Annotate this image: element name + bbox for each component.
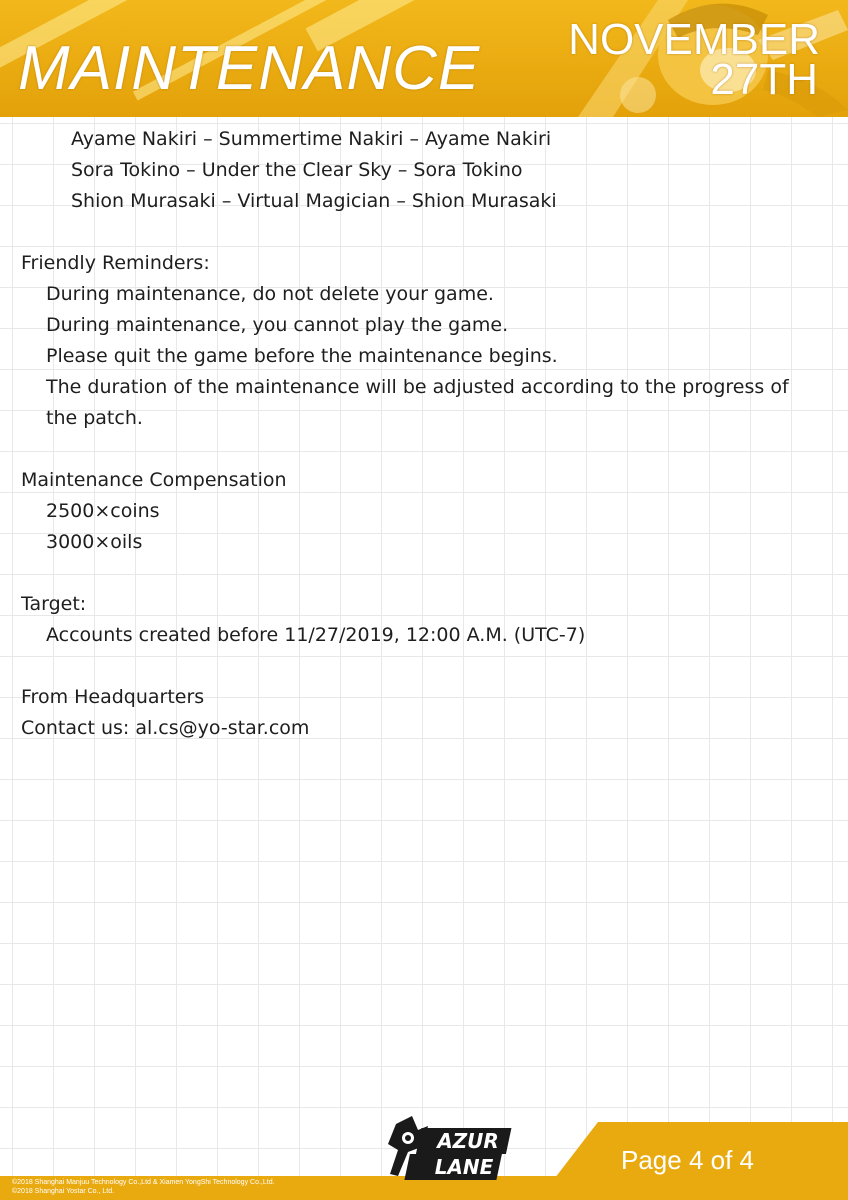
target-text: Accounts created before 11/27/2019, 12:00 A.M. (UTC-7)	[46, 624, 586, 646]
notice-body	[0, 124, 848, 744]
logo-text: LANE	[434, 1155, 494, 1179]
compensation-item: 2500×coins	[46, 500, 160, 522]
logo-text: AZUR	[437, 1129, 499, 1153]
date-month: NOVEMBER	[568, 15, 820, 64]
page-number: Page 4 of 4	[621, 1145, 754, 1175]
date-day: 27TH	[710, 55, 818, 104]
contact-email[interactable]: Contact us: al.cs@yo-star.com	[21, 717, 310, 739]
azur-lane-logo	[388, 1116, 520, 1182]
reminder-item: The duration of the maintenance will be adjusted according to the progress of	[46, 376, 789, 398]
reminder-item: Please quit the game before the maintenance begins.	[46, 345, 558, 367]
copyright	[12, 1178, 275, 1196]
skin-item: Ayame Nakiri – Summertime Nakiri – Ayame Nakiri	[71, 128, 552, 150]
compensation-item: 3000×oils	[46, 531, 143, 553]
skin-item: Shion Murasaki – Virtual Magician – Shion Murasaki	[71, 190, 557, 212]
from-label: From Headquarters	[21, 686, 205, 708]
reminder-item: During maintenance, do not delete your game.	[46, 283, 494, 305]
copyright-line: ©2018 Shanghai Manjuu Technology Co.,Ltd & Xiamen YongShi Technology Co.,Ltd.	[12, 1179, 275, 1186]
header-banner	[0, 0, 848, 117]
page-title: MAINTENANCE	[18, 34, 481, 103]
reminders-heading: Friendly Reminders:	[21, 252, 210, 274]
copyright-line: ©2018 Shanghai Yostar Co., Ltd.	[12, 1188, 115, 1195]
target-heading: Target:	[21, 593, 87, 615]
reminder-item: During maintenance, you cannot play the game.	[46, 314, 509, 336]
skin-item: Sora Tokino – Under the Clear Sky – Sora Tokino	[71, 159, 523, 181]
reminder-item: the patch.	[46, 407, 143, 429]
compensation-heading: Maintenance Compensation	[21, 469, 287, 491]
